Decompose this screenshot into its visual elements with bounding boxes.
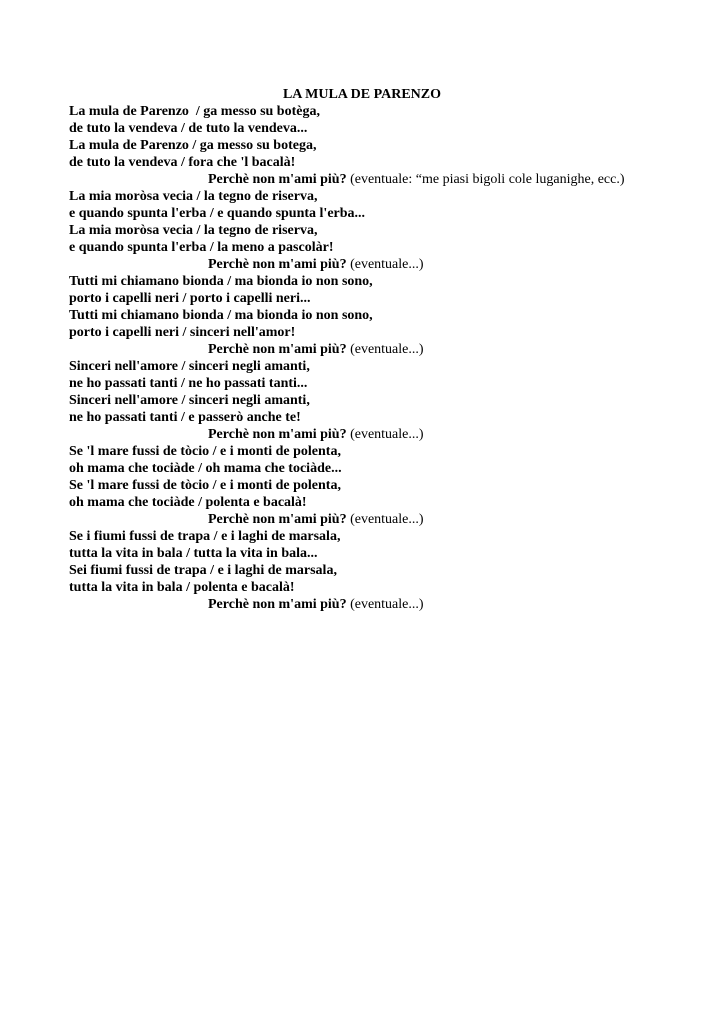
verse-line: La mula de Parenzo / ga messo su botega,	[69, 138, 317, 153]
stanza-4	[69, 358, 709, 443]
lyrics-body	[69, 103, 709, 613]
verse-line: Tutti mi chiamano bionda / ma bionda io non sono,	[69, 308, 373, 323]
refrain-line	[69, 341, 709, 358]
verse-line: oh mama che tociàde / oh mama che tociàde...	[69, 461, 342, 476]
verse-line: de tuto la vendeva / fora che 'l bacalà!	[69, 155, 296, 170]
verse-line: tutta la vita in bala / tutta la vita in bala...	[69, 546, 318, 561]
refrain-note: (eventuale...)	[346, 512, 424, 527]
verse-line: La mia moròsa vecia / la tegno de riserva,	[69, 223, 318, 238]
stanza-3	[69, 273, 709, 358]
refrain-line	[69, 596, 709, 613]
verse-line: ne ho passati tanti / ne ho passati tanti...	[69, 376, 308, 391]
refrain-text: Perchè non m'ami più?	[208, 597, 347, 612]
refrain-note: (eventuale...)	[346, 597, 424, 612]
refrain-line	[69, 171, 709, 188]
verse-line: Se 'l mare fussi de tòcio / e i monti de polenta,	[69, 478, 341, 493]
verse-line: ne ho passati tanti / e passerò anche te!	[69, 410, 301, 425]
refrain-note: (eventuale...)	[346, 257, 424, 272]
refrain-text: Perchè non m'ami più?	[208, 427, 347, 442]
verse-line: La mula de Parenzo / ga messo su botèga,	[69, 104, 320, 119]
verse-line: oh mama che tociàde / polenta e bacalà!	[69, 495, 307, 510]
verse-line: tutta la vita in bala / polenta e bacalà!	[69, 580, 295, 595]
verse-line: Tutti mi chiamano bionda / ma bionda io non sono,	[69, 274, 373, 289]
refrain-line	[69, 426, 709, 443]
verse-line: Sei fiumi fussi de trapa / e i laghi de marsala,	[69, 563, 337, 578]
verse-line: porto i capelli neri / porto i capelli neri...	[69, 291, 311, 306]
stanza-6	[69, 528, 709, 613]
refrain-line	[69, 256, 709, 273]
refrain-text: Perchè non m'ami più?	[208, 512, 347, 527]
verse-line: Sinceri nell'amore / sinceri negli amanti,	[69, 393, 310, 408]
verse-line: Se 'l mare fussi de tòcio / e i monti de polenta,	[69, 444, 341, 459]
refrain-note: (eventuale...)	[346, 342, 424, 357]
refrain-text: Perchè non m'ami più?	[208, 342, 347, 357]
verse-line: de tuto la vendeva / de tuto la vendeva...	[69, 121, 308, 136]
verse-line: e quando spunta l'erba / la meno a pascolàr!	[69, 240, 334, 255]
refrain-text: Perchè non m'ami più?	[208, 172, 347, 187]
verse-line: Se i fiumi fussi de trapa / e i laghi de marsala,	[69, 529, 341, 544]
stanza-5	[69, 443, 709, 528]
verse-line: La mia moròsa vecia / la tegno de riserva,	[69, 189, 318, 204]
refrain-text: Perchè non m'ami più?	[208, 257, 347, 272]
stanza-2	[69, 188, 709, 273]
refrain-line	[69, 511, 709, 528]
verse-line: Sinceri nell'amore / sinceri negli amanti,	[69, 359, 310, 374]
stanza-1	[69, 103, 709, 188]
verse-line: e quando spunta l'erba / e quando spunta l'erba...	[69, 206, 366, 221]
song-title: LA MULA DE PARENZO	[282, 87, 442, 102]
refrain-note: (eventuale...)	[346, 427, 424, 442]
refrain-note: (eventuale: “me piasi bigoli cole luganighe, ecc.)	[346, 172, 625, 187]
verse-line: porto i capelli neri / sinceri nell'amor!	[69, 325, 296, 340]
